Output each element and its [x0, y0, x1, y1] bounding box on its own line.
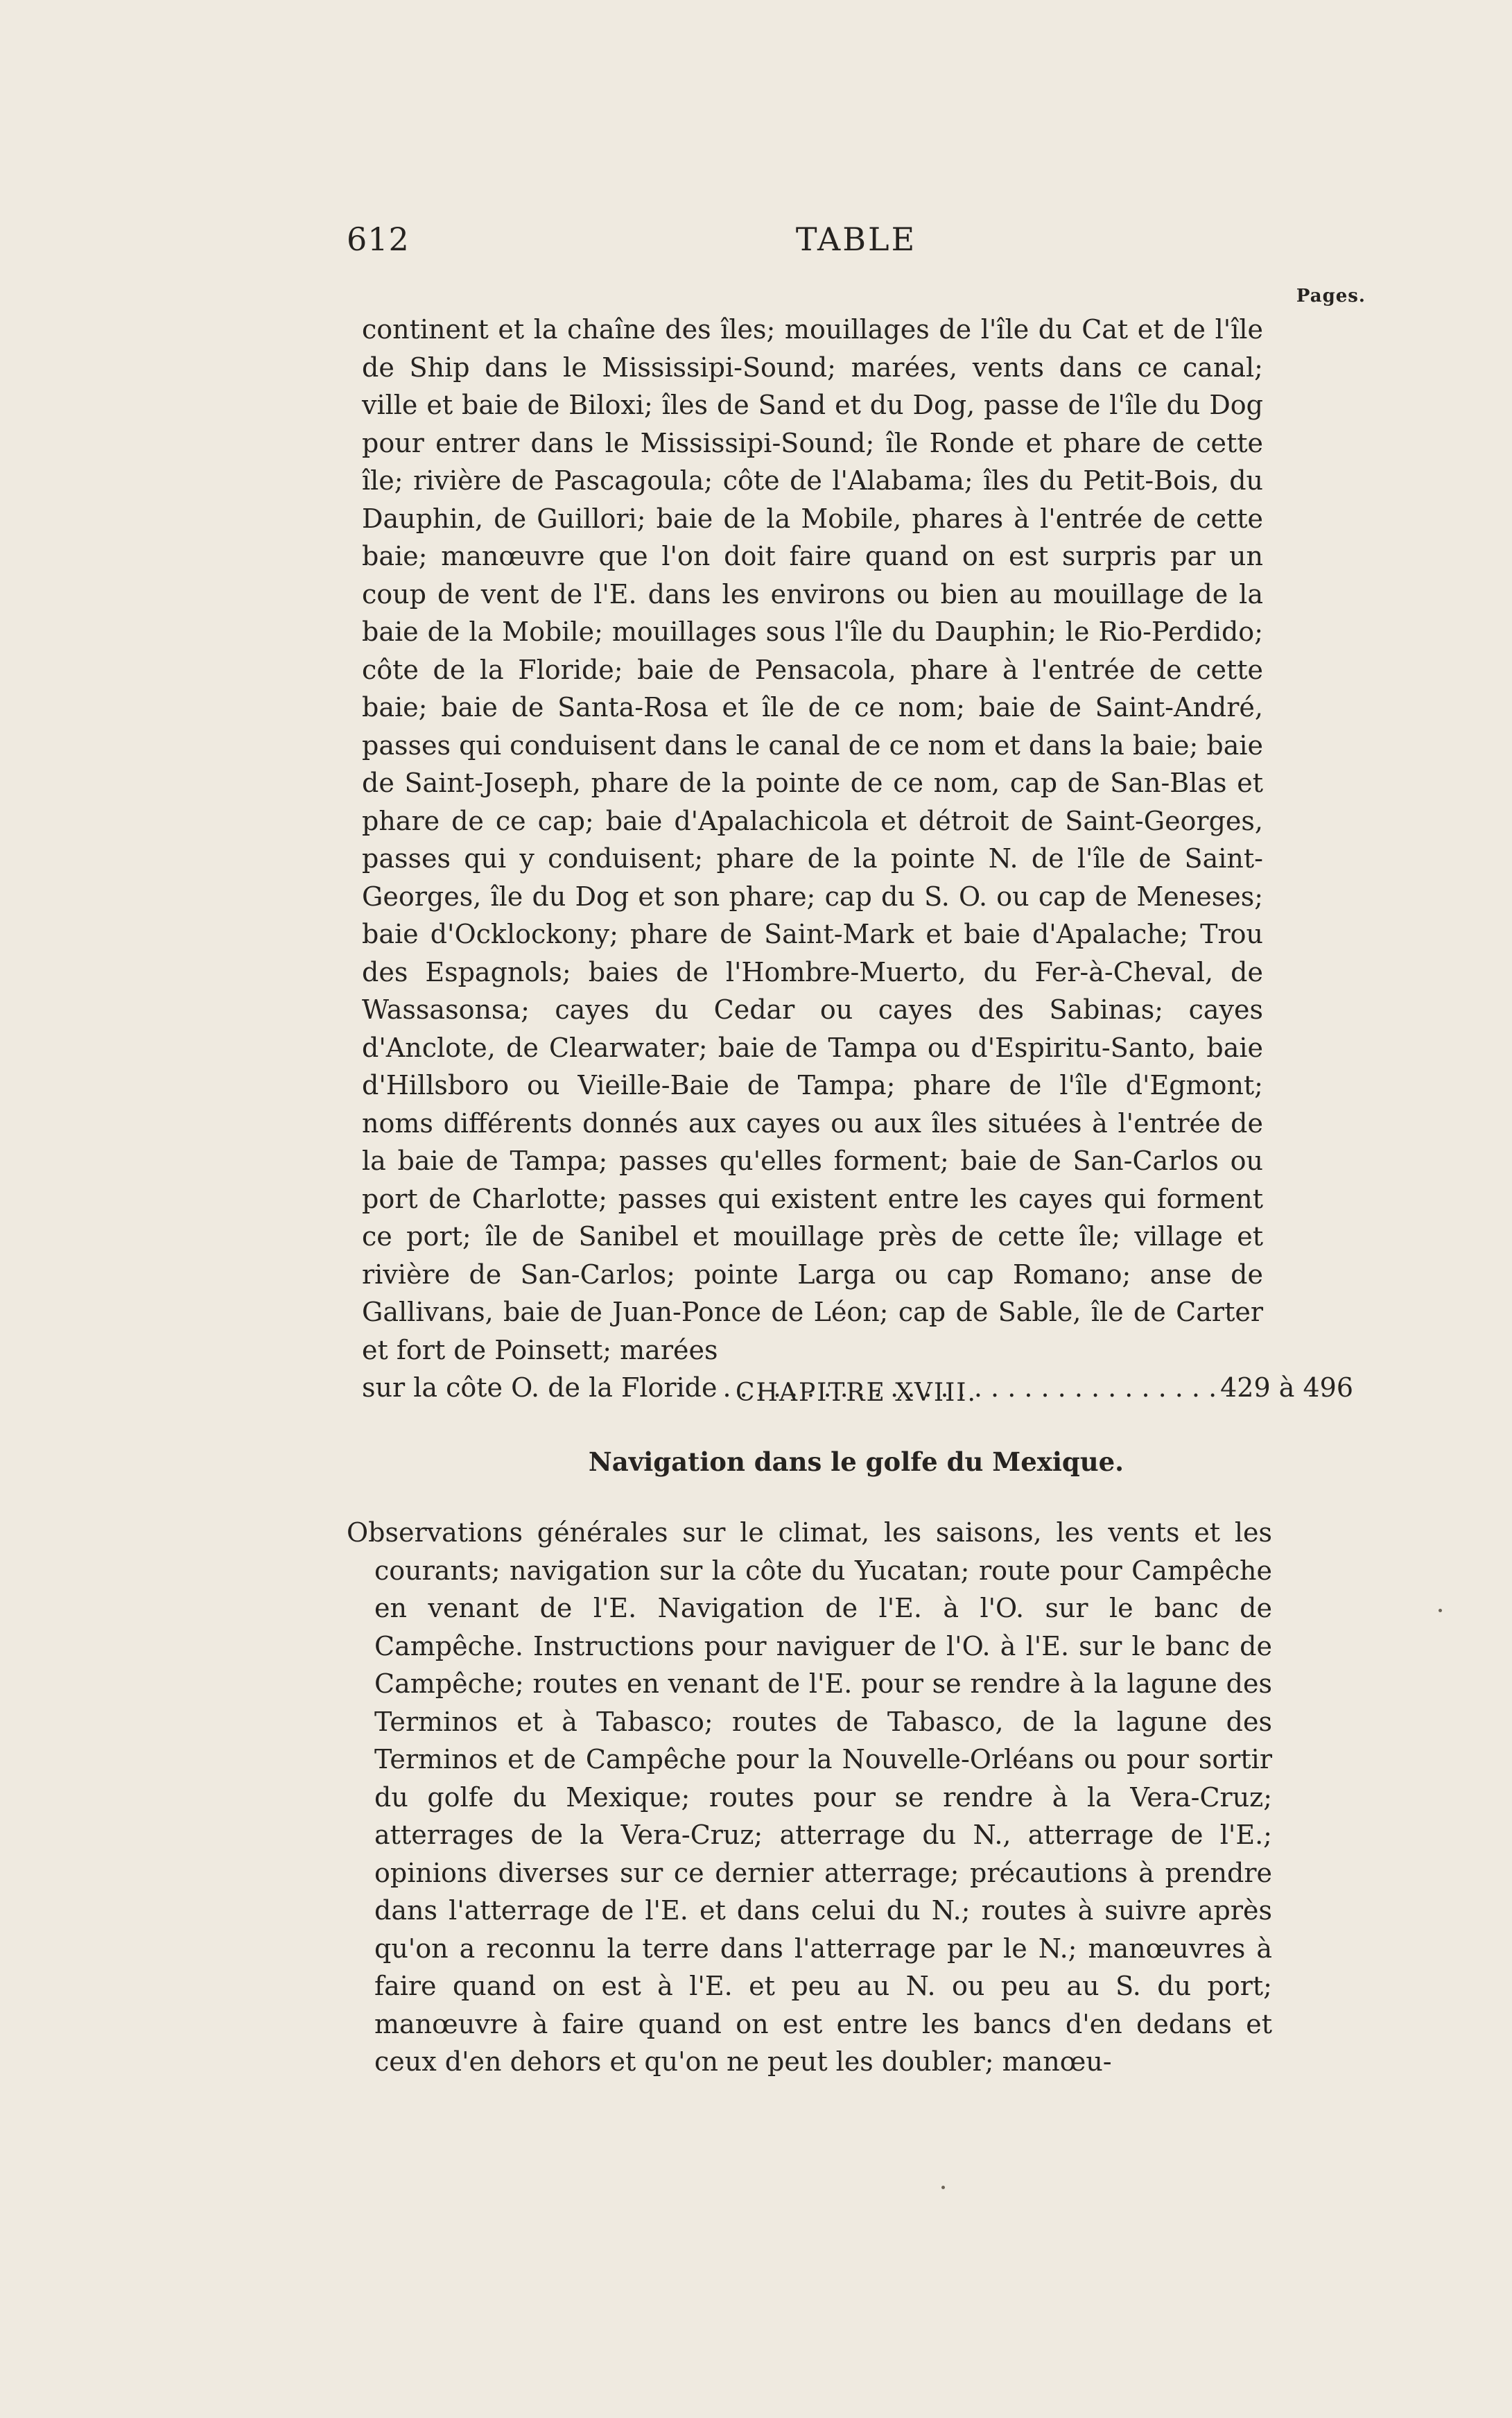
page-range: 429 à 496 [1220, 1372, 1353, 1403]
paper-speck [1439, 1609, 1442, 1612]
toc-entry-chapter-xvii [362, 311, 1353, 1407]
pages-column-label: Pages. [1296, 286, 1366, 306]
page-number: 612 [347, 221, 410, 258]
toc-entry-last-line: sur la côte O. de la Floride [362, 1372, 718, 1403]
pages-label-area [347, 0, 1366, 347]
chapter-heading: CHAPITRE XVIII. [736, 1379, 977, 1407]
chapter-title: Navigation dans le golfe du Mexique. [588, 1447, 1124, 1477]
running-title: TABLE [795, 221, 917, 258]
toc-entry-text: continent et la chaîne des îles; mouillages de l'île du Cat et de l'île de Ship dans le Mississipi-Sound; marées, vents dans ce canal; ville et baie de Biloxi; îles de Sand et du Dog, passe de l'île du Dog pour entrer dans le Mississipi-Sound; île Ronde et phare de cette île; rivière de Pascagoula; côte de l'Alabama; îles du Petit-Bois, du Dauphin, de Guillori; baie de la Mobile, phares à l'entrée de cette baie; manœuvre que l'on doit faire quand on est surpris par un coup de vent de l'E. dans les environs ou bien au mouillage de la baie de la Mobile; mouillages sous l'île du Dauphin; le Rio-Perdido; côte de la Floride; baie de Pensacola, phare à l'entrée de cette baie; baie de Santa-Rosa et île de ce nom; baie de Saint-André, passes qui conduisent dans le canal de ce nom et dans la baie; baie de Saint-Joseph, phare de la pointe de ce nom, cap de San-Blas et phare de ce cap; baie d'Apalachicola et détroit de Saint-Georges, passes qui y conduisent; phare de la pointe N. de l'île de Saint-Georges, île du Dog et son phare; cap du S. O. ou cap de Meneses; baie d'Ocklockony; phare de Saint-Mark et baie d'Apalache; Trou des Espagnols; baies de l'Hombre-Muerto, du Fer-à-Cheval, de Wassasonsa; cayes du Cedar ou cayes des Sabinas; cayes d'Anclote, de Clearwater; baie de Tampa ou d'Espiritu-Santo, baie d'Hillsboro ou Vieille-Baie de Tampa; phare de l'île d'Egmont; noms différents donnés aux cayes ou aux îles situées à l'entrée de la baie de Tampa; passes qu'elles forment; baie de San-Carlos ou port de Charlotte; passes qui existent entre les cayes qui forment ce port; île de Sanibel et mouillage près de cette île; village et rivière de San-Carlos; pointe Larga ou cap Romano; anse de Gallivans, baie de Juan-Ponce de Léon; cap de Sable, île de Carter et fort de Poinsett; marées [362, 314, 1263, 1365]
paper-speck [941, 2186, 945, 2189]
toc-entry-text: Observations générales sur le climat, les saisons, les vents et les courants; navigation sur la côte du Yucatan; route pour Campêche en venant de l'E. Navigation de l'E. à l'O. sur le banc de Campêche. Instructions pour naviguer de l'O. à l'E. sur le banc de Campêche; routes en venant de l'E. pour se rendre à la lagune des Terminos et à Tabasco; routes de Tabasco, de la lagune des Terminos et de Campêche pour la Nouvelle-Orléans ou pour sortir du golfe du Mexique; routes pour se rendre à la Vera-Cruz; atterrages de la Vera-Cruz; atterrage du N., atterrage de l'E.; opinions diverses sur ce dernier atterrage; précautions à prendre dans l'atterrage de l'E. et dans celui du N.; routes à suivre après qu'on a reconnu la terre dans l'atterrage par le N.; manœuvres à faire quand on est à l'E. et peu au N. ou peu au S. du port; manœuvre à faire quand on est entre les bancs d'en dedans et ceux d'en dehors et qu'on ne peut les doubler; manœu- [347, 1517, 1272, 2077]
toc-entry-chapter-xviii [347, 1514, 1272, 2081]
